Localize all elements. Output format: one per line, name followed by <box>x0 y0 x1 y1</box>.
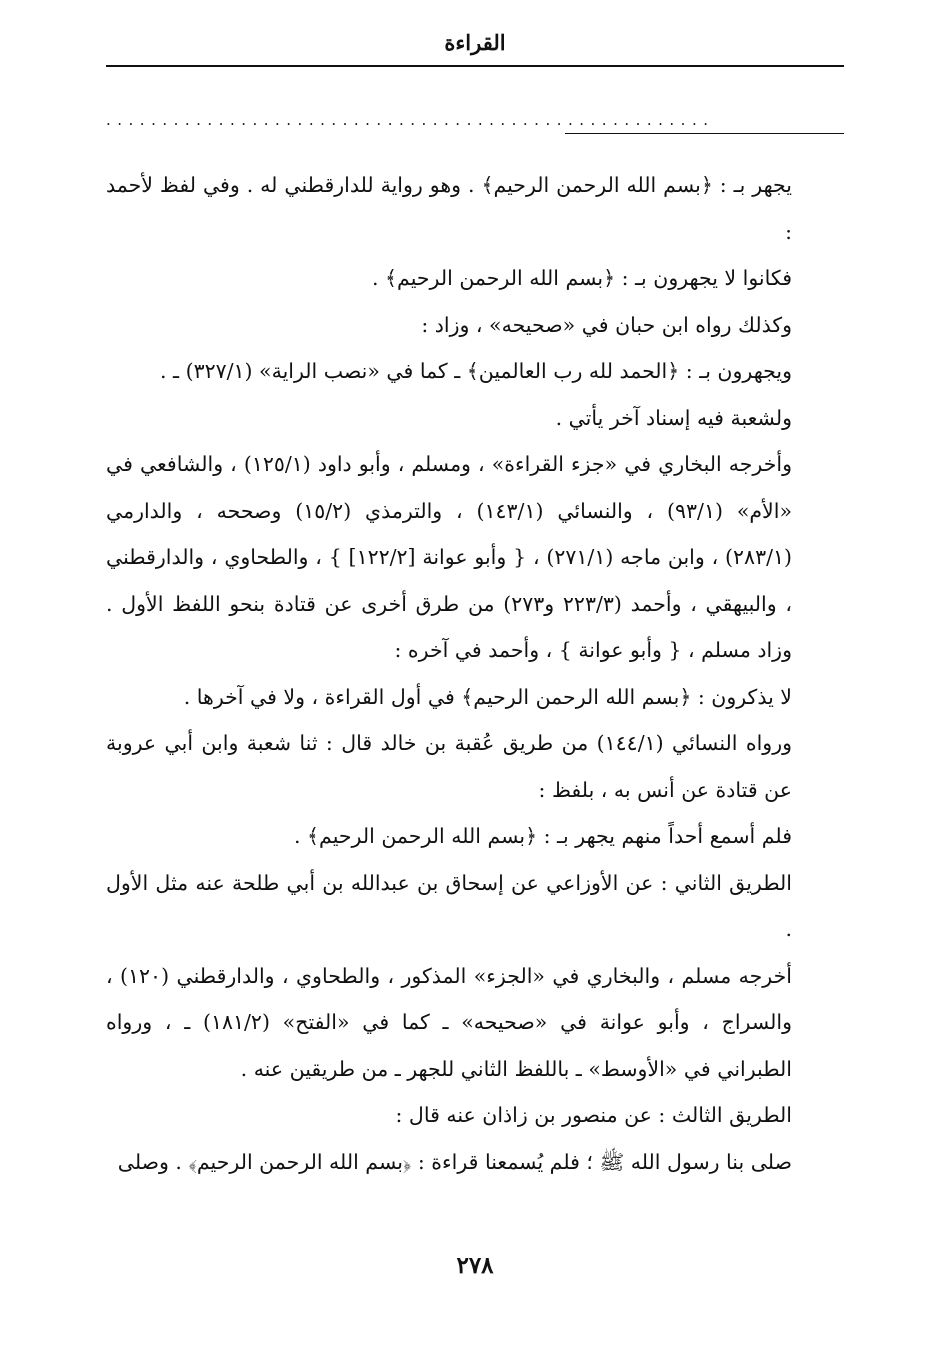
quotation: ويجهرون بـ : ﴿الحمد لله رب العالمين﴾ ـ كما في «نصب الراية» (٣٢٧/١) ـ . <box>160 359 792 383</box>
paragraph: وأخرجه البخاري في «جزء القراءة» ، ومسلم ، وأبو داود (١٢٥/١) ، والشافعي في «الأم» (٩٣/١) ، والنسائي (١٤٣/١) ، والترمذي (١٥/٢) وصححه ، والدارمي (٢٨٣/١) ، وابن ماجه (٢٧١/١) ، { وأبو عوانة [١٢٢/٢] } ، والطحاوي ، والدارقطني ، والبيهقي ، وأحمد (٢٢٣/٣ و٢٧٣) من طرق أخرى عن قتادة بنحو اللفظ الأول . وزاد مسلم ، { وأبو عوانة } ، وأحمد في آخره : <box>106 452 792 662</box>
quotation: لا يذكرون : ﴿بسم الله الرحمن الرحيم﴾ في أول القراءة ، ولا في آخرها . <box>183 684 792 709</box>
paragraph: وكذلك رواه ابن حبان في «صحيحه» ، وزاد : <box>421 312 792 337</box>
body-text <box>106 162 844 1185</box>
running-title: القراءة <box>444 30 506 55</box>
section-heading: الطريق الثاني : عن الأوزاعي عن إسحاق بن عبدالله بن أبي طلحة عنه مثل الأول . <box>106 870 792 941</box>
quotation: فلم أسمع أحداً منهم يجهر بـ : ﴿بسم الله الرحمن الرحيم﴾ . <box>294 824 792 848</box>
page-number: ٢٧٨ <box>456 1252 494 1279</box>
paragraph: ولشعبة فيه إسناد آخر يأتي . <box>555 405 792 430</box>
header-rule <box>106 65 844 67</box>
separator-underline <box>565 133 844 134</box>
paragraph: يجهر بـ : ﴿بسم الله الرحمن الرحيم﴾ . وهو رواية للدارقطني له . وفي لفظ لأحمد : <box>106 173 792 244</box>
paragraph: صلى بنا رسول الله ﷺ ؛ فلم يُسمعنا قراءة : ﴿بسم الله الرحمن الرحيم﴾ . وصلى <box>117 1149 792 1174</box>
dotted-separator: ...................................................... <box>106 111 715 129</box>
section-heading: الطريق الثالث : عن منصور بن زاذان عنه قال : <box>395 1103 792 1127</box>
paragraph: ورواه النسائي (١٤٤/١) من طريق عُقبة بن خالد قال : ثنا شعبة وابن أبي عروبة عن قتادة عن أنس به ، بلفظ : <box>106 731 793 802</box>
quotation: فكانوا لا يجهرون بـ : ﴿بسم الله الرحمن الرحيم﴾ . <box>372 266 792 290</box>
paragraph: أخرجه مسلم ، والبخاري في «الجزء» المذكور ، والطحاوي ، والدارقطني (١٢٠) ، والسراج ، وأبو عوانة في «صحيحه» ـ كما في «الفتح» (١٨١/٢) ـ ، ورواه الطبراني في «الأوسط» ـ باللفظ الثاني للجهر ـ من طريقين عنه . <box>106 963 792 1081</box>
